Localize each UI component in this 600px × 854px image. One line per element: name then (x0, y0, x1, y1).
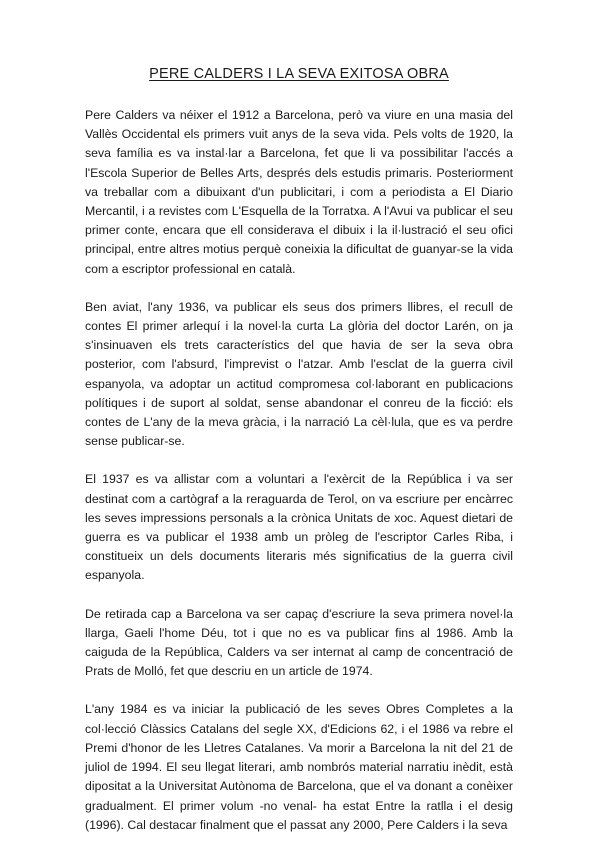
paragraph-5: L'any 1984 es va iniciar la publicació de les seves Obres Completes a la col·lecció Clàssics Catalans del segle XX, d'Edicions 62, i el 1986 va rebre el Premi d'honor de les Lletres Catalanes. Va morir a Barcelona la nit del 21 de juliol de 1994. El seu llegat literari, amb nombrós material narratiu inèdit, està dipositat a la Universitat Autònoma de Barcelona, que el va donant a conèixer gradualment. El primer volum -no venal- ha estat Entre la ratlla i el desig (1996). Cal destacar finalment que el passat any 2000, Pere Calders i la seva (85, 702, 513, 832)
paragraph-1: Pere Calders va néixer el 1912 a Barcelona, però va viure en una masia del Vallès Occidental els primers vuit anys de la seva vida. Pels volts de 1920, la seva família es va instal·lar a Barcelona, fet que li va possibilitar l'accés a l'Escola Superior de Belles Arts, després dels estudis primaris. Posteriorment va treballar com a dibuixant d'un publicitari, i com a periodista a El Diario Mercantil, i a revistes com L'Esquella de la Torratxa. A l'Avui va publicar el seu primer conte, encara que ell considerava el dibuix i la il·lustració el seu ofici principal, entre altres motius perquè coneixia la dificultat de guanyar-se la vida com a escriptor professional en català. (85, 108, 513, 276)
paragraph-2: Ben aviat, l'any 1936, va publicar els seus dos primers llibres, el recull de contes El primer arlequí i la novel·la curta La glòria del doctor Larén, on ja s'insinuaven els trets característics del que havia de ser la seva obra posterior, com l'absurd, l'imprevist o l'atzar. Amb l'esclat de la guerra civil espanyola, va adoptar un actitud compromesa col·laborant en publicacions polítiques i de suport al soldat, sense abandonar el conreu de la ficció: els contes de L'any de la meva gràcia, i la narració La cèl·lula, que es va perdre sense publicar-se. (85, 299, 513, 449)
paragraph-3: El 1937 es va allistar com a voluntari a l'exèrcit de la República i va ser destinat com a cartògraf a la reraguarda de Terol, on va escriure per encàrrec les seves impressions personals a la crònica Unitats de xoc. Aquest dietari de guerra es va publicar el 1938 amb un pròleg de l'escriptor Carles Riba, i constitueix un dels documents literaris més significatius de la guerra civil espanyola. (85, 472, 513, 583)
document-page (85, 66, 513, 854)
document-title: PERE CALDERS I LA SEVA EXITOSA OBRA (149, 66, 449, 82)
paragraph-4: De retirada cap a Barcelona va ser capaç d'escriure la seva primera novel·la llarga, Gaeli l'home Déu, tot i que no es va publicar fins al 1986. Amb la caiguda de la República, Calders va ser internat al camp de concentració de Prats de Molló, fet que descriu en un article de 1974. (85, 606, 513, 679)
